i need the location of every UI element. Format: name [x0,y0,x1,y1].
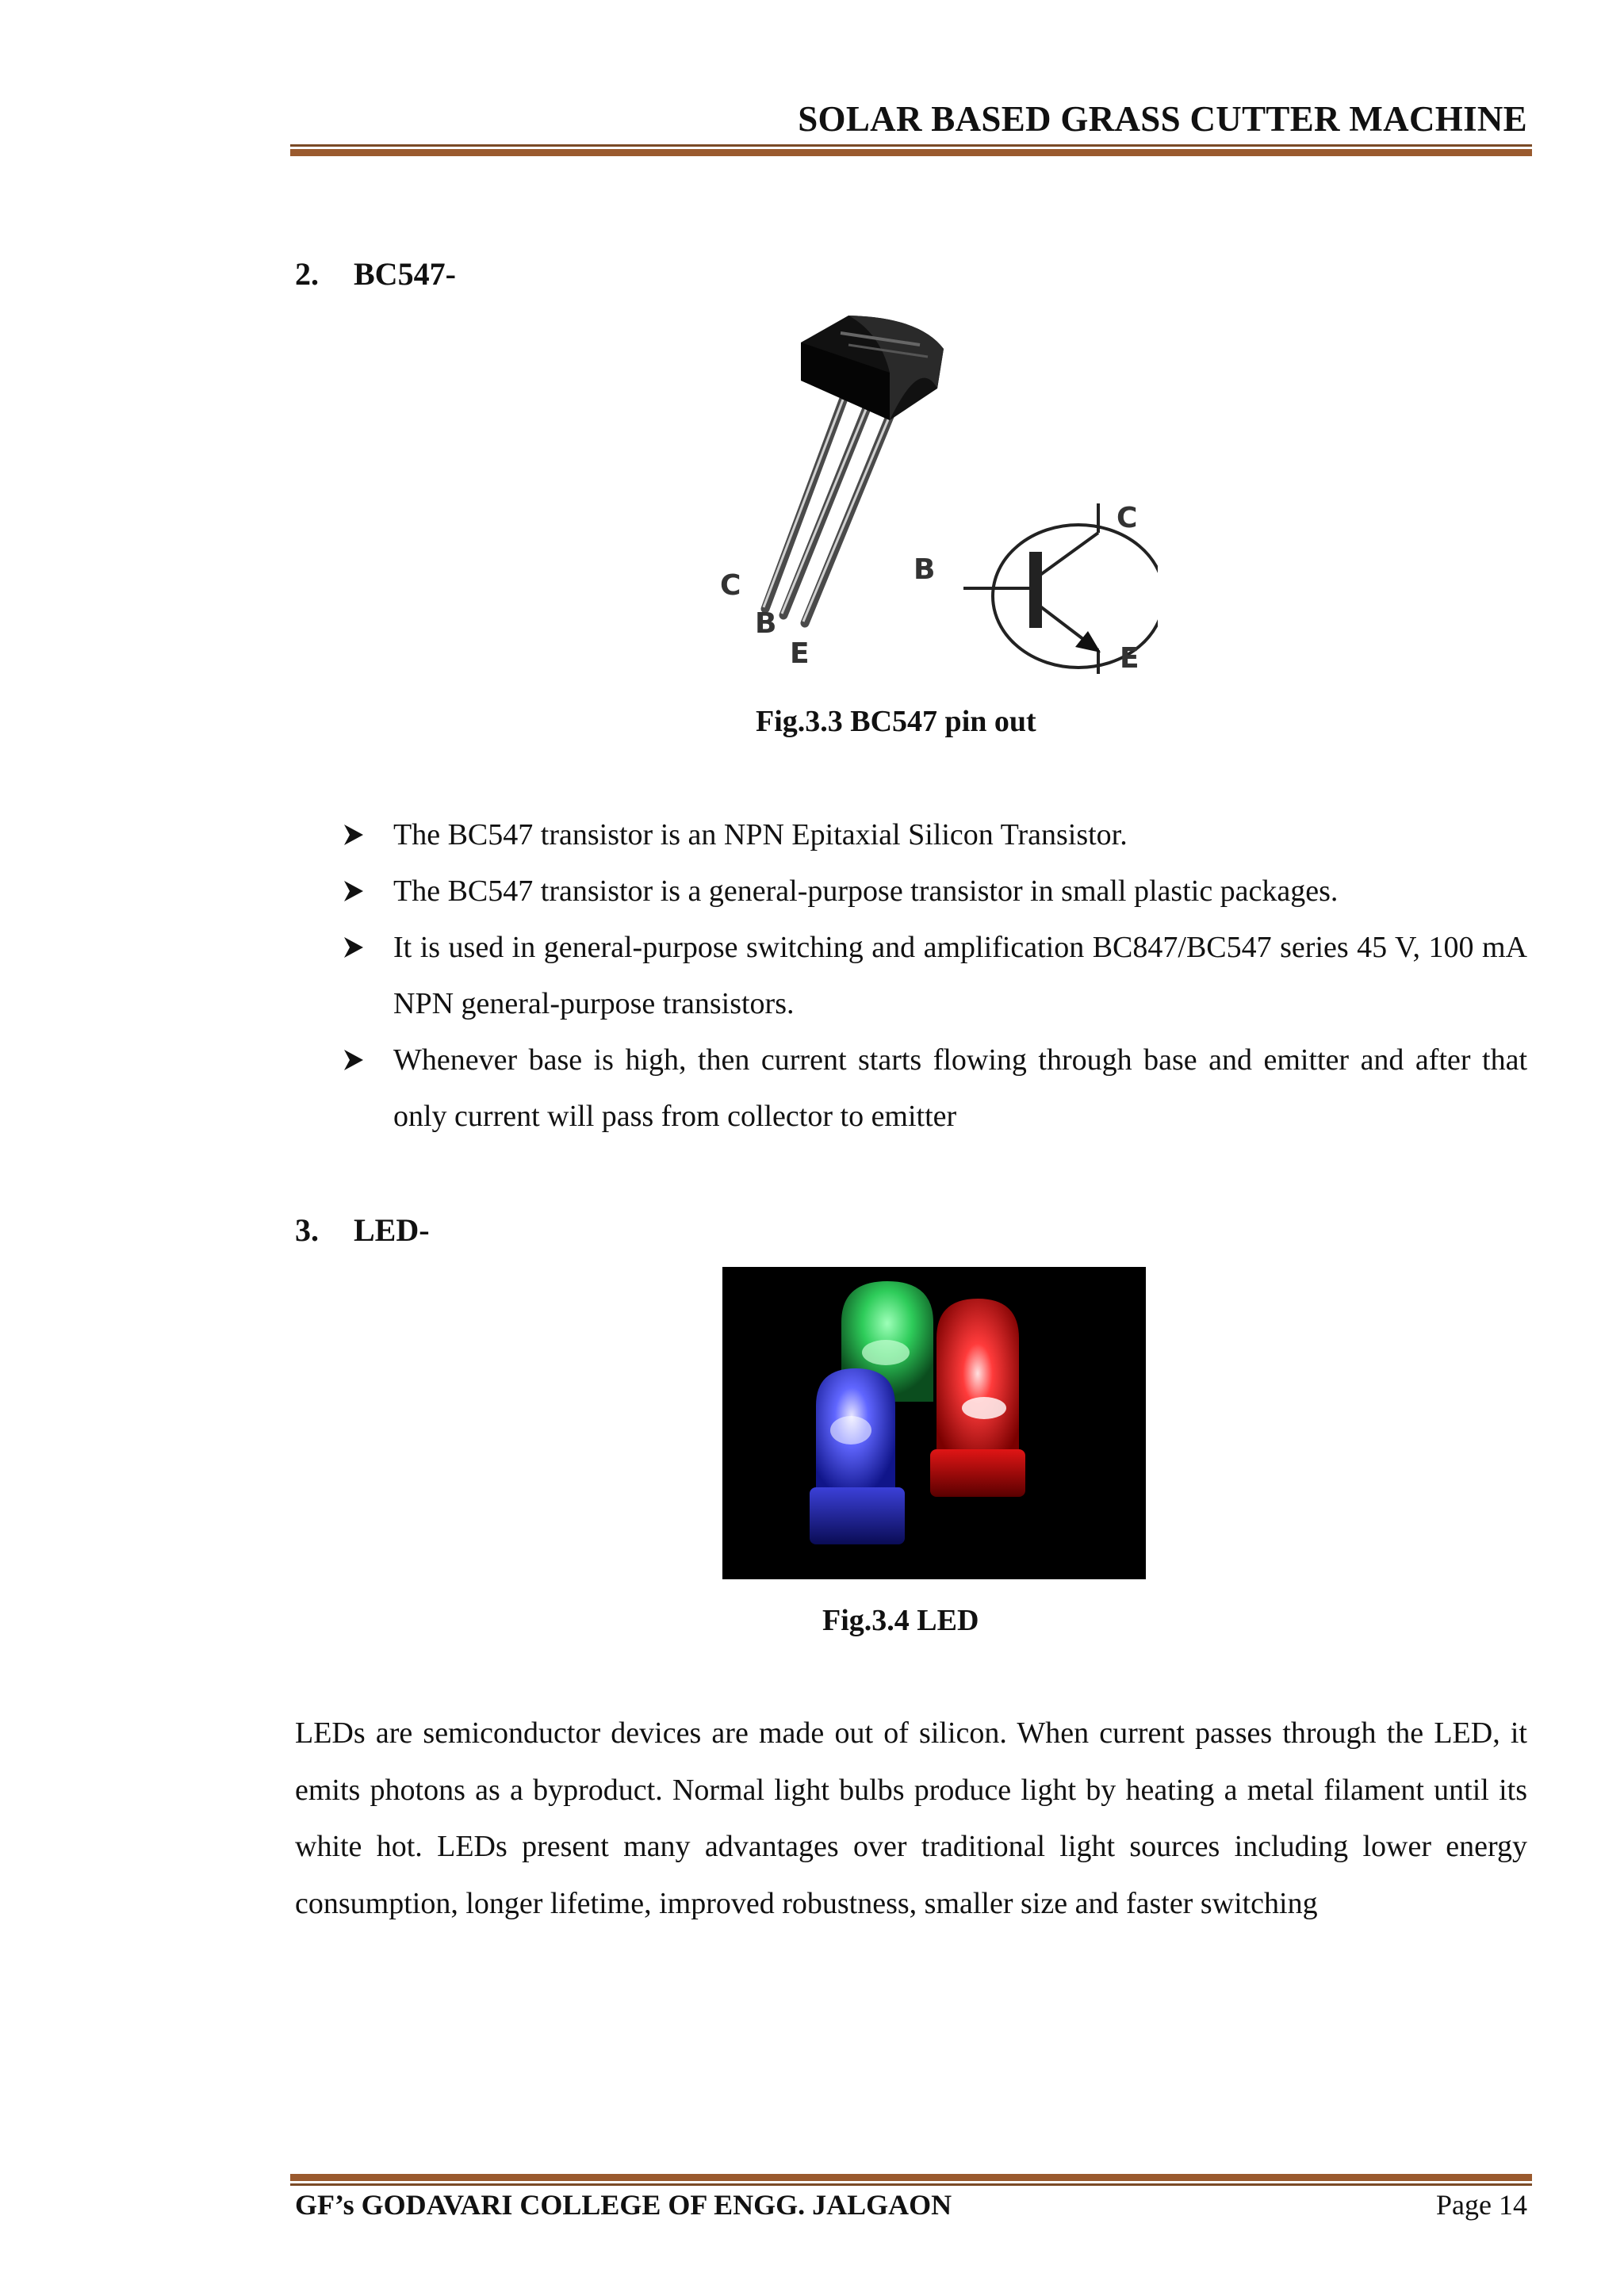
section-heading-bc547 [295,255,456,293]
header-rule-thin [290,144,1532,147]
section-title: BC547- [354,256,456,292]
led-illustration [722,1267,1146,1579]
led-paragraph: LEDs are semiconductor devices are made out of silicon. When current passes through the LED, it emits photons as a byproduct. Normal light bulbs produce light by heating a metal filament until its white hot. LEDs present many advantages over traditional light sources including lower energy consumption, longer lifetime, improved robustness, smaller size and faster switching [295,1716,1527,1920]
list-item [341,807,1527,863]
list-item [341,1032,1527,1145]
blue-led [810,1368,905,1544]
symbol-label-e: E [1120,642,1139,675]
figure-caption-led: Fig.3.4 LED [822,1604,979,1637]
footer-institution: GF’s GODAVARI COLLEGE OF ENGG. JALGAON [295,2189,952,2221]
bc547-bullet-list [341,807,1527,1145]
transistor-leads [765,396,892,623]
symbol-label-b: B [914,553,936,586]
package-label-c: C [720,569,741,602]
bc547-pinout-figure [682,301,1158,682]
arrowhead-bullet-icon [344,937,363,958]
list-item-text: Whenever base is high, then current starts flowing through base and emitter and after that only current will pass from collector to emitter [393,1043,1527,1133]
section-title: LED- [354,1212,430,1248]
symbol-label-c: C [1116,502,1138,534]
section-heading-led [295,1211,430,1249]
arrowhead-bullet-icon [344,1050,363,1070]
package-label-e: E [790,637,810,670]
page-number: Page 14 [1436,2189,1527,2221]
header-rule-thick [290,149,1532,156]
transistor-body [801,316,944,420]
footer-rule-thick [290,2174,1532,2181]
footer-rule-thin [290,2183,1532,2186]
list-item [341,863,1527,920]
list-item-text: The BC547 transistor is an NPN Epitaxial Silicon Transistor. [393,818,1128,851]
red-led [930,1299,1025,1497]
section-number: 3. [295,1212,319,1248]
section-number: 2. [295,256,319,292]
led-photo [722,1267,1146,1579]
package-label-b: B [755,607,777,640]
arrowhead-bullet-icon [344,825,363,845]
arrowhead-bullet-icon [344,881,363,901]
list-item [341,920,1527,1032]
header-title: SOLAR BASED GRASS CUTTER MACHINE [798,99,1527,139]
figure-caption-bc547: Fig.3.3 BC547 pin out [756,705,1036,738]
list-item-text: It is used in general-purpose switching and amplification BC847/BC547 series 45 V, 100 mA NPN general-purpose transistors. [393,931,1527,1020]
list-item-text: The BC547 transistor is a general-purpose transistor in small plastic packages. [393,874,1339,908]
